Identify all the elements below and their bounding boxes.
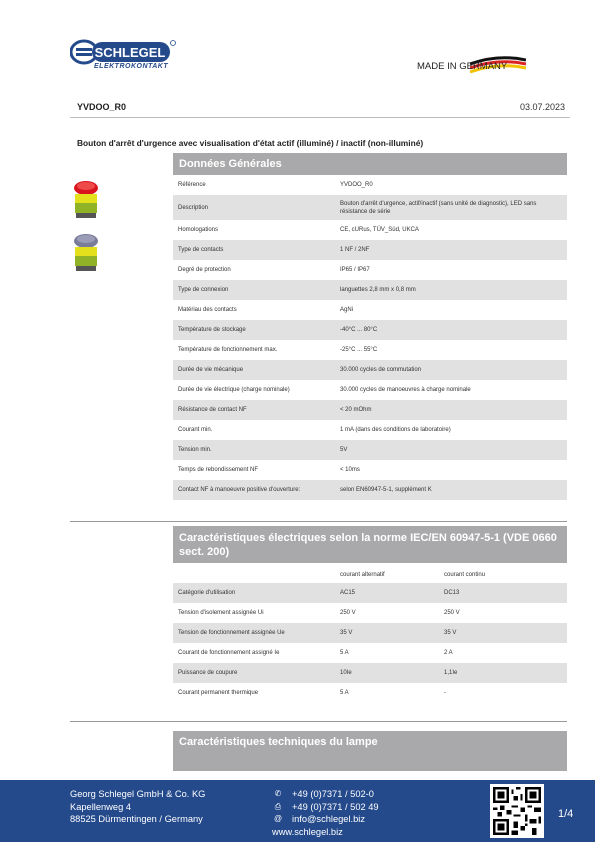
product-image-illuminated <box>73 180 99 220</box>
spec-label: Contact NF à manoeuvre positive d'ouverture: <box>173 480 335 500</box>
street: Kapellenweg 4 <box>70 801 131 812</box>
qr-code <box>490 784 544 838</box>
spec-value: 30.000 cycles de commutation <box>335 360 567 380</box>
email-icon: @ <box>273 814 283 824</box>
spec-label: Tension d'isolement assignée Ui <box>178 610 264 616</box>
fax-number: +49 (0)7371 / 502 49 <box>292 801 379 812</box>
column-header-dc: courant continu <box>444 571 486 578</box>
spec-value: AgNi <box>340 307 354 313</box>
column-header-ac: courant alternatif <box>340 571 385 578</box>
spec-value: 5V <box>335 440 567 460</box>
document-reference: YVDOO_R0 <box>77 102 127 112</box>
made-in-germany: MADE IN GERMANY <box>417 61 508 72</box>
section-heading-lamp: Caractéristiques techniques du lampe <box>173 731 567 771</box>
spec-label: Référence <box>178 182 206 188</box>
spec-value: Bouton d'arrêt d'urgence, actif/inactif (sans unité de diagnostic), LED sans résistance de série <box>335 195 567 220</box>
svg-text:SCHLEGEL: SCHLEGEL <box>94 45 166 60</box>
spec-value-dc: 250 V <box>444 610 460 616</box>
spec-value: -25°C ... 55°C <box>340 347 378 353</box>
spec-label: Temps de rebondissement NF <box>178 467 259 473</box>
spec-value: languettes 2,8 mm x 0,8 mm <box>335 280 567 300</box>
company-name: Georg Schlegel GmbH & Co. KG <box>70 789 206 799</box>
electrical-table <box>173 566 567 703</box>
section-heading-electrical: Caractéristiques électriques selon la norme IEC/EN 60947-5-1 (VDE 0660 sect. 200) <box>173 526 567 563</box>
spec-label: Durée de vie électrique (charge nominale) <box>178 387 290 393</box>
spec-label: Type de contacts <box>173 240 335 260</box>
spec-label: Degré de protection <box>178 267 231 273</box>
footer-contact <box>272 788 379 838</box>
spec-value: selon EN60947-5-1, supplément K <box>335 480 567 500</box>
phone-number[interactable]: +49 (0)7371 / 502-0 <box>292 789 374 799</box>
header-divider <box>70 117 570 118</box>
footer-address <box>70 788 205 826</box>
spec-value-dc: 35 V <box>439 623 567 643</box>
spec-value-dc: 1,1Ie <box>439 663 567 683</box>
spec-label: Durée de vie mécanique <box>173 360 335 380</box>
spec-value-dc: - <box>444 690 446 696</box>
document-date: 03.07.2023 <box>519 102 565 112</box>
spec-label: Homologations <box>178 227 219 233</box>
spec-label: Catégorie d'utilisation <box>173 583 335 603</box>
website-link[interactable]: www.schlegel.biz <box>272 826 343 837</box>
spec-label: Résistance de contact NF <box>173 400 335 420</box>
spec-label: Puissance de coupure <box>173 663 335 683</box>
footer <box>0 780 595 842</box>
product-image-non-illuminated <box>73 233 99 273</box>
section-heading-general-data: Données Générales <box>173 153 567 175</box>
page-title: Bouton d'arrêt d'urgence avec visualisation d'état actif (illuminé) / inactif (non-illuminé) <box>77 138 424 148</box>
phone-icon: ✆ <box>274 789 282 798</box>
spec-label: Tension de fonctionnement assignée Ue <box>173 623 335 643</box>
spec-label: Tension min. <box>173 440 335 460</box>
spec-label: Courant de fonctionnement assigné Ie <box>178 650 280 656</box>
spec-value-ac: 35 V <box>335 623 439 643</box>
spec-label: Description <box>173 195 335 220</box>
spec-label: Type de connexion <box>173 280 335 300</box>
spec-value: YVDOO_R0 <box>340 182 373 188</box>
general-data-table <box>173 175 567 500</box>
page-number: 1/4 <box>558 808 574 820</box>
spec-value: IP65 / IP67 <box>340 267 370 273</box>
spec-value-dc: DC13 <box>439 583 567 603</box>
spec-label: Courant min. <box>178 427 213 433</box>
brand-subtitle: ELEKTROKONTAKT <box>94 63 169 70</box>
spec-value-ac: AC15 <box>335 583 439 603</box>
spec-value: CE, cURus, TÜV_Süd, UKCA <box>340 227 419 233</box>
spec-label: Température de stockage <box>173 320 335 340</box>
spec-value-ac: 10Ie <box>335 663 439 683</box>
spec-value: 30.000 cycles de manoeuvres à charge nominale <box>340 387 471 393</box>
section-divider <box>70 521 567 522</box>
spec-label: Courant permanent thermique <box>178 690 259 696</box>
spec-label: Matériau des contacts <box>178 307 237 313</box>
spec-value: < 20 mOhm <box>335 400 567 420</box>
email-link[interactable]: info@schlegel.biz <box>292 814 366 825</box>
spec-value-ac: 5 A <box>340 650 349 656</box>
spec-label <box>173 566 335 583</box>
spec-value-ac: 5 A <box>340 690 349 696</box>
spec-value-dc: 2 A <box>444 650 453 656</box>
city: 88525 Dürmentingen / Germany <box>70 814 203 825</box>
spec-label: Température de fonctionnement max. <box>178 347 278 353</box>
spec-value: 1 NF / 2NF <box>335 240 567 260</box>
section-divider <box>70 721 567 722</box>
spec-value: -40°C ... 80°C <box>335 320 567 340</box>
spec-value: 1 mA (dans des conditions de laboratoire) <box>340 427 451 433</box>
spec-value: < 10ms <box>340 467 360 473</box>
fax-icon: ⎙ <box>274 801 282 811</box>
spec-value-ac: 250 V <box>340 610 356 616</box>
